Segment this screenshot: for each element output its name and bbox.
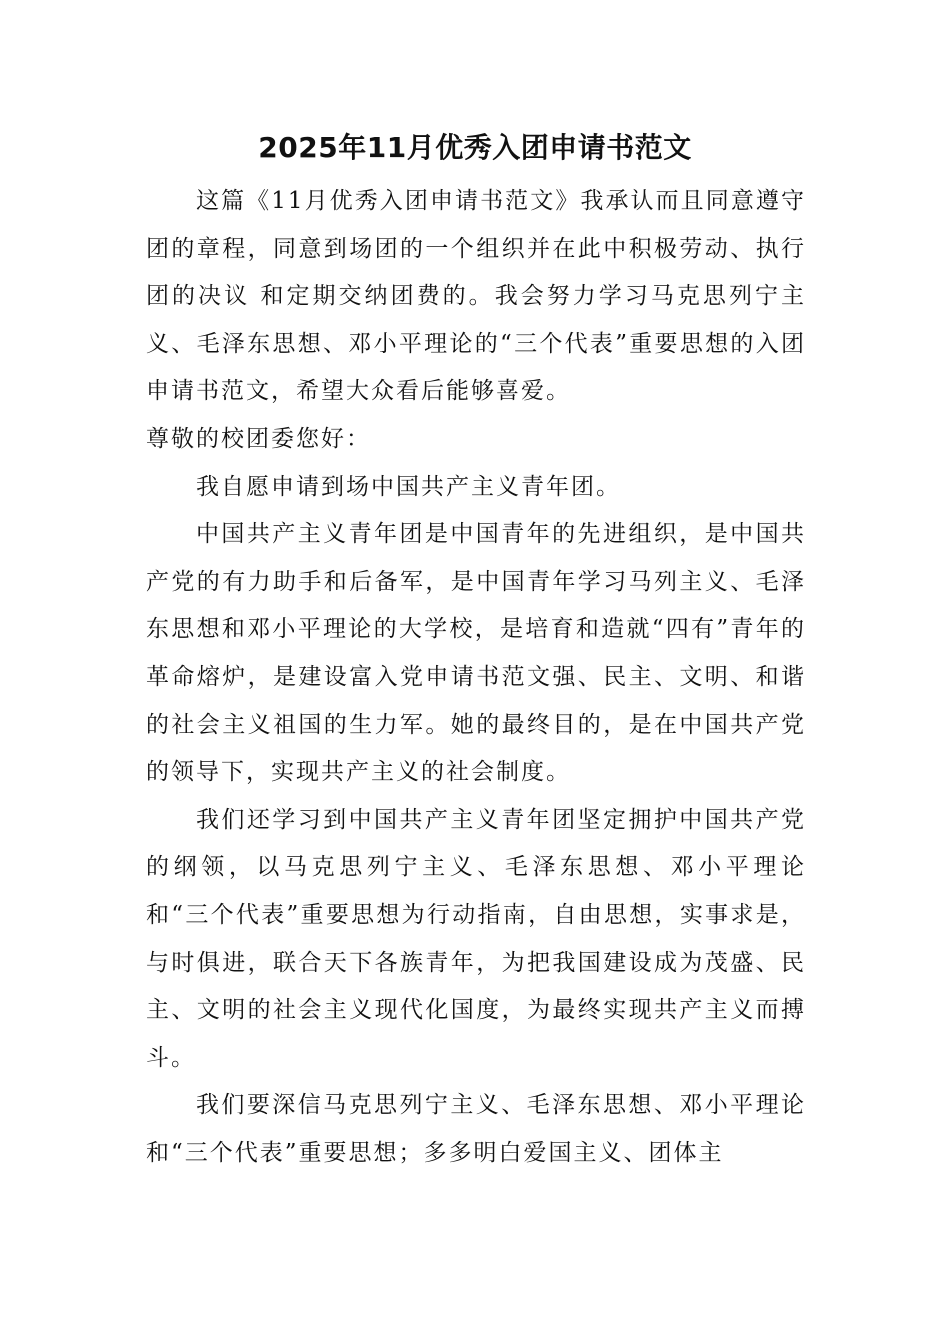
document-body [146, 178, 806, 1177]
body-paragraph: 我们还学习到中国共产主义青年团坚定拥护中国共产党的纲领，以马克思列宁主义、毛泽东思想、邓小平理论和“三个代表”重要思想为行动指南，自由思想，实事求是，与时俱进，联合天下各族青年，为把我国建设成为茂盛、民主、文明的社会主义现代化国度，为最终实现共产主义而搏斗。 [146, 806, 806, 1071]
body-paragraph: 中国共产主义青年团是中国青年的先进组织，是中国共产党的有力助手和后备军，是中国青年学习马列主义、毛泽东思想和邓小平理论的大学校，是培育和造就“四有”青年的革命熔炉，是建设富入党申请书范文强、民主、文明、和谐的社会主义祖国的生力军。她的最终目的，是在中国共产党的领导下，实现共产主义的社会制度。 [146, 521, 806, 786]
salutation: 尊敬的校团委您好： [146, 425, 371, 452]
application-statement: 我自愿申请到场中国共产主义青年团。 [196, 473, 621, 500]
body-paragraph: 我们要深信马克思列宁主义、毛泽东思想、邓小平理论和“三个代表”重要思想；多多明白爱国主义、团体主 [146, 1092, 806, 1166]
intro-paragraph: 这篇《11月优秀入团申请书范文》我承认而且同意遵守团的章程，同意到场团的一个组织并在此中积极劳动、执行团的决议 和定期交纳团费的。我会努力学习马克思列宁主义、毛泽东思想、邓小平理论的“三个代表”重要思想的入团申请书范文，希望大众看后能够喜爱。 [146, 188, 806, 405]
document-title: 2025年11月优秀入团申请书范文 [258, 131, 692, 164]
